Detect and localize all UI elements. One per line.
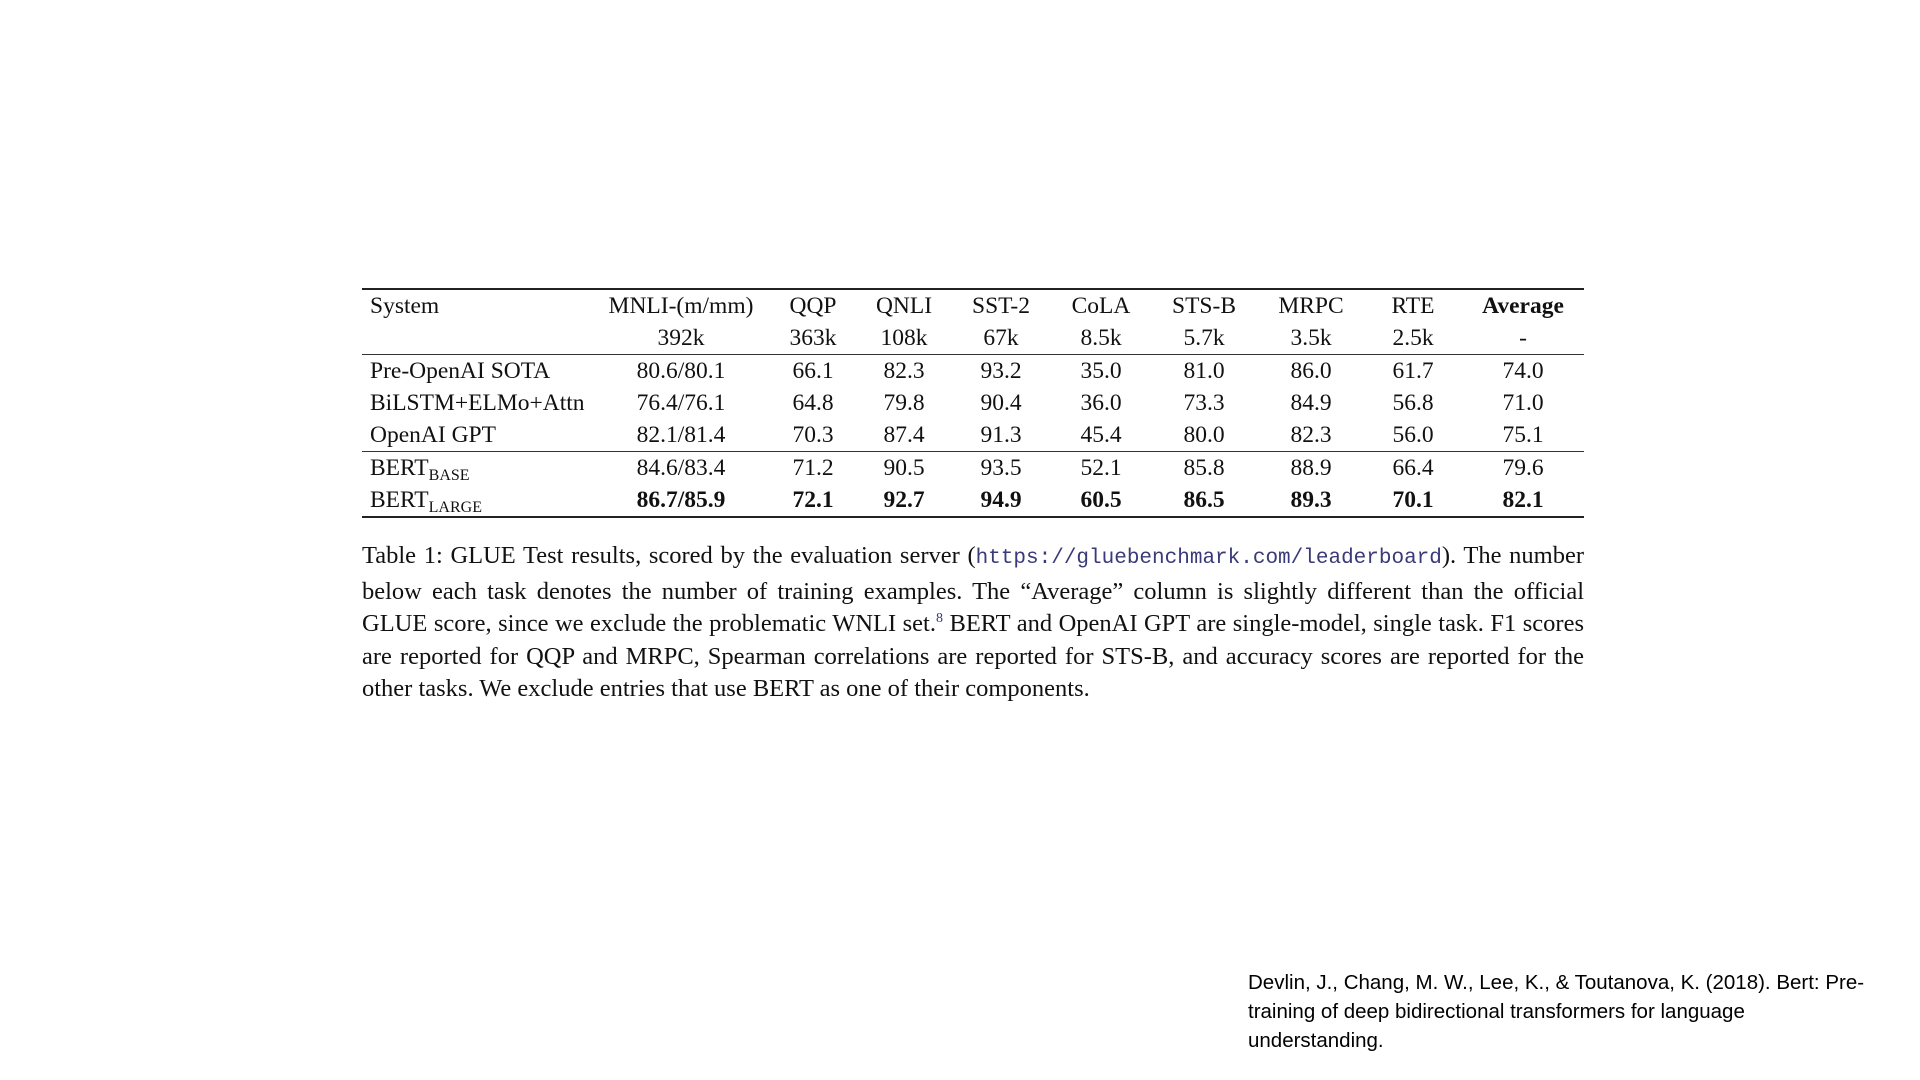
table-caption [362, 540, 1584, 706]
table-row [362, 484, 1584, 517]
score-cell: 36.0 [1080, 390, 1122, 416]
size-cell: - [1519, 325, 1527, 351]
score-cell: 92.7 [858, 484, 950, 517]
caption-prefix: Table 1: GLUE Test results, scored by the evaluation server ( [362, 542, 976, 569]
score-cell: 66.1 [768, 355, 858, 388]
size-cell: 108k [880, 325, 928, 351]
score-cell: 85.8 [1150, 452, 1258, 485]
caption-middle: ). The number below each task denotes the number of training examples. The “Average” column is slightly different than the official GLUE score, since we exclude the problematic WNLI set. [362, 542, 1584, 637]
score-cell: 71.2 [768, 452, 858, 485]
header-cell-rte: RTE [1364, 289, 1462, 322]
system-name-cell: OpenAI GPT [370, 422, 496, 448]
table-row [362, 355, 1584, 388]
system-name: BERT [370, 455, 429, 481]
score-cell: 75.1 [1502, 422, 1544, 448]
score-cell: 56.8 [1392, 390, 1434, 416]
system-subscript: BASE [428, 467, 470, 484]
score-cell: 80.0 [1183, 422, 1225, 448]
score-cell: 79.8 [883, 390, 925, 416]
score-cell: 79.6 [1462, 452, 1584, 485]
score-cell: 86.0 [1258, 355, 1364, 388]
system-name-cell: Pre-OpenAI SOTA [362, 355, 594, 388]
size-cell [362, 322, 594, 355]
size-cell: 363k [789, 325, 837, 351]
score-cell: 82.1/81.4 [636, 422, 726, 448]
score-cell: 82.1 [1462, 484, 1584, 517]
header-cell-mrpc: MRPC [1258, 289, 1364, 322]
score-cell: 60.5 [1052, 484, 1150, 517]
header-cell-sst2: SST-2 [950, 289, 1052, 322]
score-cell: 89.3 [1258, 484, 1364, 517]
score-cell: 76.4/76.1 [636, 390, 726, 416]
score-cell: 61.7 [1364, 355, 1462, 388]
score-cell: 86.5 [1150, 484, 1258, 517]
size-cell: 67k [983, 325, 1019, 351]
score-cell: 52.1 [1052, 452, 1150, 485]
score-cell: 82.3 [1290, 422, 1332, 448]
score-cell: 84.9 [1290, 390, 1332, 416]
size-cell: 392k [657, 325, 705, 351]
score-cell: 72.1 [768, 484, 858, 517]
system-name-cell [362, 484, 594, 517]
header-cell-qqp: QQP [768, 289, 858, 322]
score-cell: 35.0 [1052, 355, 1150, 388]
score-cell: 70.1 [1364, 484, 1462, 517]
sizes-row [362, 322, 1584, 355]
footnote-marker[interactable]: 8 [936, 611, 943, 626]
score-cell: 86.7/85.9 [594, 484, 768, 517]
size-cell: 2.5k [1392, 325, 1434, 351]
score-cell: 56.0 [1392, 422, 1434, 448]
score-cell: 71.0 [1502, 390, 1544, 416]
header-cell-mnli: MNLI-(m/mm) [594, 289, 768, 322]
leaderboard-link[interactable]: https://gluebenchmark.com/leaderboard [975, 547, 1442, 570]
table-figure [362, 288, 1584, 706]
header-cell-stsb: STS-B [1150, 289, 1258, 322]
size-cell: 8.5k [1080, 325, 1122, 351]
score-cell: 93.2 [950, 355, 1052, 388]
score-cell: 45.4 [1080, 422, 1122, 448]
score-cell: 64.8 [792, 390, 834, 416]
header-cell-qnli: QNLI [858, 289, 950, 322]
glue-results-table [362, 288, 1584, 518]
score-cell: 91.3 [980, 422, 1022, 448]
table-row [362, 452, 1584, 485]
score-cell: 88.9 [1258, 452, 1364, 485]
size-cell: 3.5k [1290, 325, 1332, 351]
header-cell-average: Average [1462, 289, 1584, 322]
citation: Devlin, J., Chang, M. W., Lee, K., & Toutanova, K. (2018). Bert: Pre-training of deep bidirectional transformers for language understanding. [1248, 971, 1865, 1052]
header-cell-cola: CoLA [1052, 289, 1150, 322]
header-row [362, 289, 1584, 322]
score-cell: 70.3 [792, 422, 834, 448]
score-cell: 80.6/80.1 [594, 355, 768, 388]
table-row [362, 419, 1584, 452]
score-cell: 66.4 [1364, 452, 1462, 485]
score-cell: 82.3 [858, 355, 950, 388]
system-name-cell: BiLSTM+ELMo+Attn [370, 390, 585, 416]
header-cell-system: System [362, 289, 594, 322]
score-cell: 90.4 [980, 390, 1022, 416]
score-cell: 84.6/83.4 [594, 452, 768, 485]
system-name: BERT [370, 487, 429, 513]
score-cell: 73.3 [1183, 390, 1225, 416]
system-name-cell [362, 452, 594, 485]
score-cell: 74.0 [1462, 355, 1584, 388]
score-cell: 94.9 [950, 484, 1052, 517]
score-cell: 81.0 [1150, 355, 1258, 388]
score-cell: 93.5 [950, 452, 1052, 485]
caption-suffix: BERT and OpenAI GPT are single-model, single task. F1 scores are reported for QQP and MRPC, Spearman correlations are reported for STS-B, and accuracy scores are reported for the other tasks. We exclude entries that use BERT as one of their components. [362, 610, 1584, 702]
score-cell: 87.4 [883, 422, 925, 448]
system-subscript: LARGE [428, 499, 482, 516]
size-cell: 5.7k [1183, 325, 1225, 351]
table-row [362, 387, 1584, 419]
score-cell: 90.5 [858, 452, 950, 485]
